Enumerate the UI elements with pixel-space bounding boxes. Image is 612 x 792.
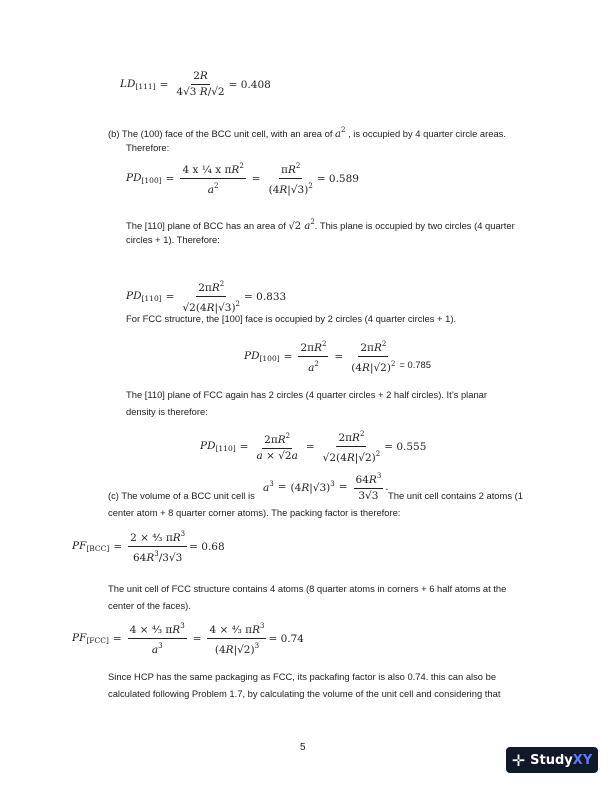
paragraph-110-bcc-line1: The [110] plane of BCC has an area of √2 $a^2$. This plane is occupied by two circles (4 quarter bbox=[126, 218, 515, 232]
equation-pd100-bcc: $PD_{[100]}$ = $\frac{4 x \frac{1}{4} x \pi R^2}{a^2}$ = $\frac{\pi R^2}{(4R|√3)^2}$ = 0.589 bbox=[126, 162, 359, 196]
paragraph-fcc-cell-line1: The unit cell of FCC structure contains 4 atoms (8 quarter atoms in corners + 6 half atoms at the bbox=[108, 583, 507, 594]
equation-pd100-fcc: $PD_{[100]}$ = $\frac{2\pi R^2}{a^2}$ = $\frac{2\pi R^2}{(4R|√2)^2}$ = 0.785 bbox=[244, 340, 431, 374]
ld111-value: = 0.408 bbox=[228, 78, 271, 91]
paragraph-fcc-100: For FCC structure, the [100] face is occupied by 2 circles (4 quarter circles + 1). bbox=[126, 313, 457, 324]
pd100-bcc-value: = 0.589 bbox=[316, 172, 359, 185]
equation-pd110-bcc: $PD_{[110]}$ = $\frac{2\pi R^2}{√2(4R|√3)^2}$ = 0.833 bbox=[126, 280, 287, 314]
equation-pf-fcc: $PF_{[FCC]}$ = $\frac{4 \times ^4⁄_3 \pi R^3}{a^3}$ = $\frac{4 \times ^4⁄_3 \pi R^3}{(4R|√2)^3}$ = 0.74 bbox=[72, 622, 304, 656]
paragraph-b-line1: (b) The (100) face of the BCC unit cell, with an area of $a^2$ , is occupied by 4 quarter circle areas. bbox=[108, 126, 506, 140]
paragraph-c-line1-tail: The unit cell contains 2 atoms (1 bbox=[388, 490, 523, 501]
pf-bcc-value: = 0.68 bbox=[189, 540, 225, 553]
plus-icon: ✛ bbox=[511, 750, 526, 770]
pd110-bcc-value: = 0.833 bbox=[244, 290, 287, 303]
paragraph-fcc-110-line1: The [110] plane of FCC again has 2 circles (4 quarter circles + 2 half circles). It’s planar bbox=[126, 389, 488, 400]
equation-pf-bcc: $PF_{[BCC]}$ = $\frac{2 \times ^4⁄_3 \pi R^3}{64R^3/3√3}$ = 0.68 bbox=[72, 530, 225, 564]
paragraph-c-line2: center atom + 8 quarter corner atoms). The packing factor is therefore: bbox=[108, 507, 401, 518]
pd110-fcc-value: = 0.555 bbox=[384, 440, 427, 453]
page-number: 5 bbox=[300, 742, 306, 753]
pd100-fcc-value: = 0.785 bbox=[399, 359, 431, 370]
paragraph-fcc-cell-line2: center of the faces). bbox=[108, 600, 191, 611]
equation-bcc-volume: $a^3$ = $(4R|√3)^3$ = $\frac{64R^3}{3√3}$ . bbox=[263, 472, 389, 502]
paragraph-110-bcc-line2: circles + 1). Therefore: bbox=[126, 234, 220, 245]
paragraph-fcc-110-line2: density is therefore: bbox=[126, 406, 208, 417]
equation-ld111: $LD_{[111]}$ = $\frac{2R}{4√3 R/√2}$ = 0.408 bbox=[120, 70, 271, 98]
paragraph-hcp-line1: Since HCP has the same packaging as FCC, its packafing factor is also 0.74. this can also be bbox=[108, 671, 497, 682]
studyxy-logo[interactable]: ✛ Study XY bbox=[506, 747, 598, 773]
equation-pd110-fcc: $PD_{[110]}$ = $\frac{2\pi R^2}{a \times √2a}$ = $\frac{2\pi R^2}{√2(4R|√2)^2}$ = 0.555 bbox=[200, 430, 427, 464]
pf-fcc-value: = 0.74 bbox=[268, 632, 304, 645]
paragraph-c-line1: (c) The volume of a BCC unit cell is bbox=[108, 490, 255, 501]
paragraph-hcp-line2: calculated following Problem 1.7, by calculating the volume of the unit cell and considering that bbox=[108, 688, 501, 699]
paragraph-b-line2: Therefore: bbox=[126, 142, 170, 153]
